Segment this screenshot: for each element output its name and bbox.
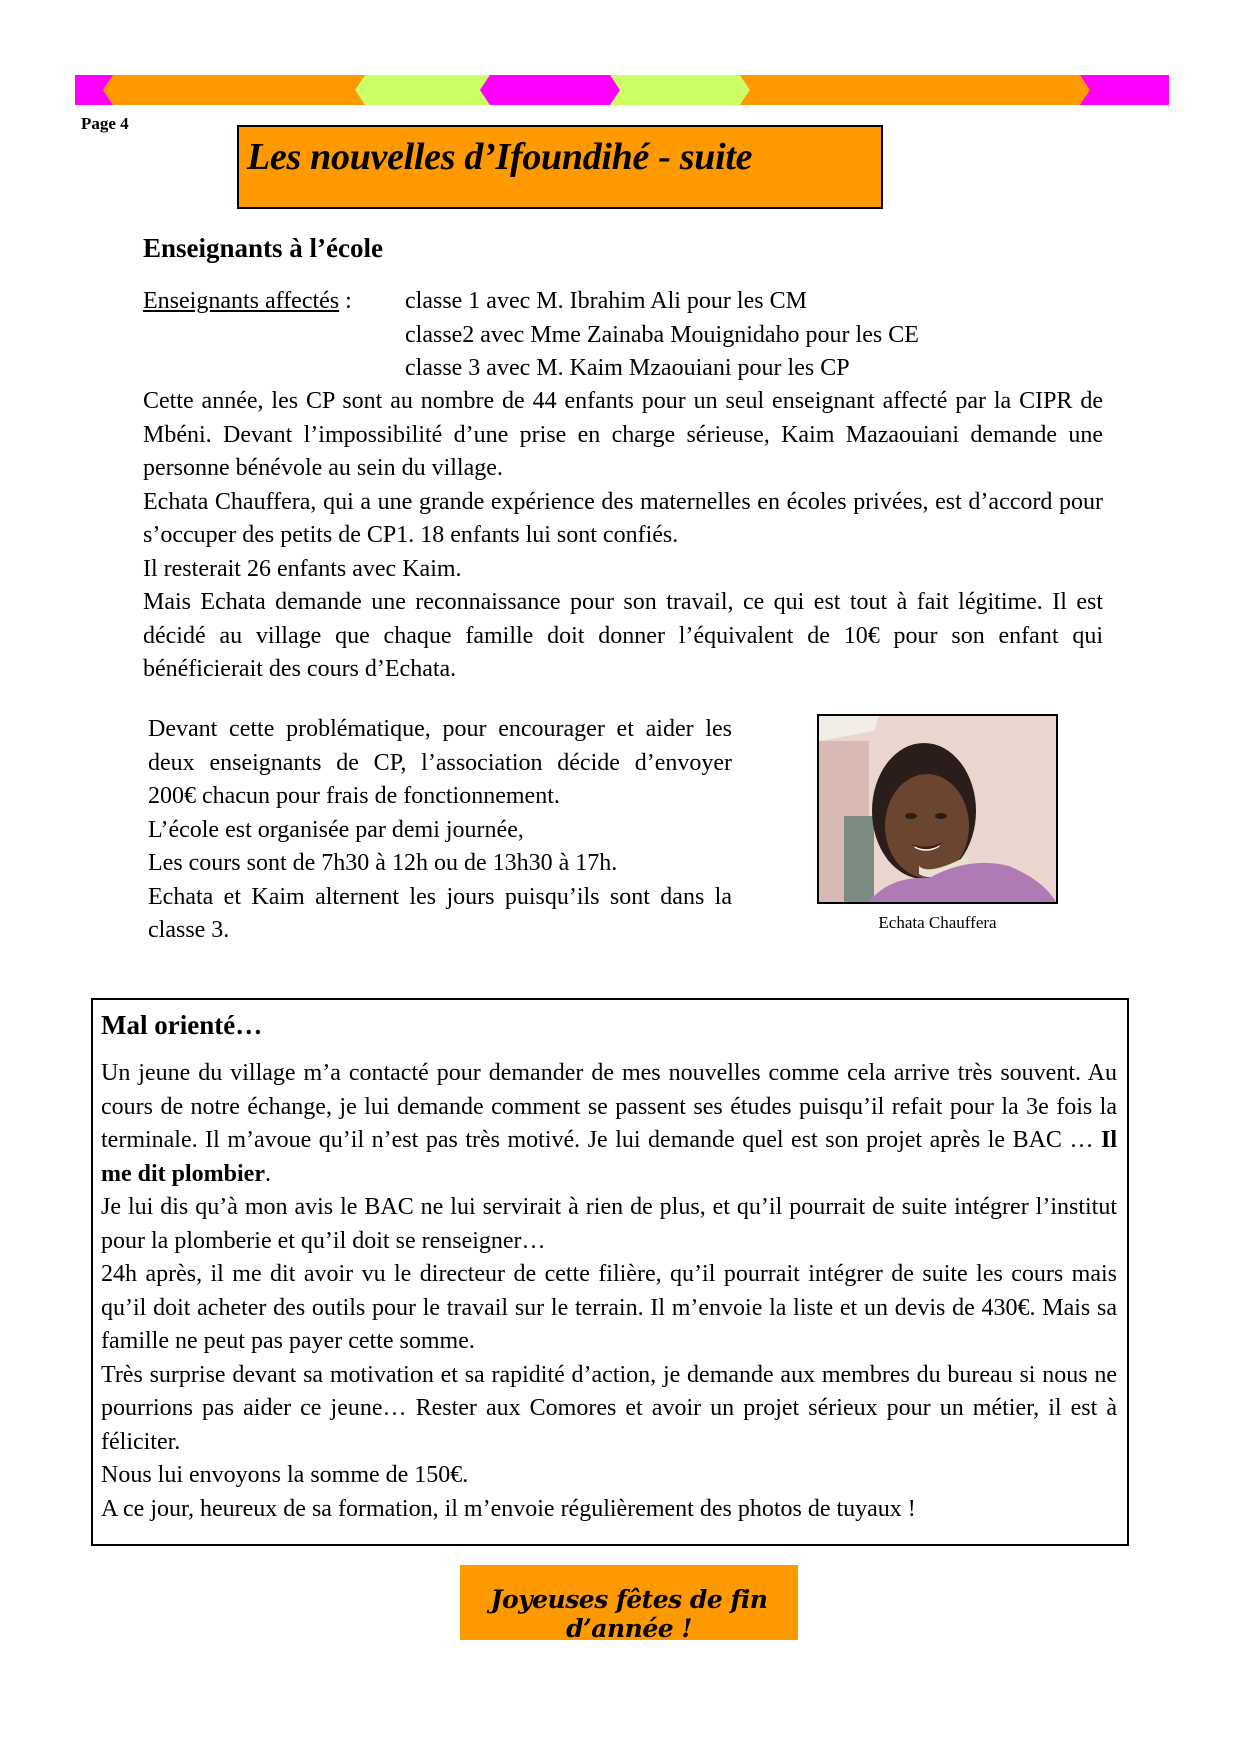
season-greeting-box	[460, 1565, 798, 1643]
portrait-photo	[817, 714, 1058, 904]
assignment-row	[143, 285, 1103, 319]
paragraph: L’école est organisée par demi journée,	[148, 816, 524, 843]
bold-emphasis: Il me dit plombier	[101, 1127, 1117, 1187]
page-number: Page 4	[81, 114, 129, 133]
decorative-banner	[75, 75, 1169, 105]
paragraph: Il resterait 26 enfants avec Kaim.	[143, 555, 462, 582]
photo-caption: Echata Chauffera	[878, 913, 997, 932]
page-title: Les nouvelles d’Ifoundihé - suite	[247, 136, 753, 178]
assignment-row	[143, 352, 1103, 386]
teacher-assignments	[143, 285, 1103, 386]
mal-oriente-body	[101, 1057, 1117, 1526]
paragraph: A ce jour, heureux de sa formation, il m’envoie régulièrement des photos de tuyaux !	[101, 1495, 916, 1522]
section-heading-mal-oriente: Mal orienté…	[101, 1010, 263, 1040]
paragraph: Echata et Kaim alternent les jours puisqu’ils sont dans la classe 3.	[148, 883, 732, 943]
paragraph: Devant cette problématique, pour encourager et aider les deux enseignants de CP, l’association décide d’envoyer 200€ chacun pour frais de fonctionnement.	[148, 716, 732, 809]
paragraph: Nous lui envoyons la somme de 150€.	[101, 1462, 469, 1488]
paragraph: Mais Echata demande une reconnaissance pour son travail, ce qui est tout à fait légitime. Il est décidé au village que chaque famille doit donner l’équivalent de 10€ pour son enfant qui bénéficierait des cours d’Echata.	[143, 589, 1103, 682]
assignment-row	[143, 319, 1103, 353]
page-title-box	[237, 125, 883, 209]
paragraph: Echata Chauffera, qui a une grande expérience des maternelles en écoles privées, est d’accord pour s’occuper des petits de CP1. 18 enfants lui sont confiés.	[143, 488, 1103, 548]
paragraph: 24h après, il me dit avoir vu le directeur de cette filière, qu’il pourrait intégrer de suite les cours mais qu’il doit acheter des outils pour le travail sur le terrain. Il m’envoie la liste et un devis de 430€. Mais sa famille ne peut pas payer cette somme.	[101, 1261, 1117, 1354]
teachers-article-body	[143, 385, 1103, 687]
teachers-article-side-text	[148, 713, 732, 948]
season-greeting: Joyeuses fêtes de fin d’année !	[490, 1585, 768, 1643]
assignment-item: classe 1 avec M. Ibrahim Ali pour les CM	[405, 288, 807, 314]
section-heading-teachers: Enseignants à l’école	[143, 233, 383, 263]
paragraph: Les cours sont de 7h30 à 12h ou de 13h30 à 17h.	[148, 850, 618, 876]
assignments-label: Enseignants affectés :	[143, 288, 352, 314]
paragraph: Je lui dis qu’à mon avis le BAC ne lui servirait à rien de plus, et qu’il pourrait de suite intégrer l’institut pour la plomberie et qu’il doit se renseigner…	[101, 1194, 1117, 1254]
assignment-item: classe2 avec Mme Zainaba Mouignidaho pour les CE	[405, 321, 919, 348]
article-box-mal-oriente	[91, 998, 1129, 1546]
paragraph: Cette année, les CP sont au nombre de 44 enfants pour un seul enseignant affecté par la CIPR de Mbéni. Devant l’impossibilité d’une prise en charge sérieuse, Kaim Mazaouiani demande une personne bénévole au sein du village.	[143, 388, 1103, 481]
paragraph: Un jeune du village m’a contacté pour demander de mes nouvelles comme cela arrive très souvent. Au cours de notre échange, je lui demande comment se passent ses études puisqu’il refait pour la 3e fois la terminale. Il m’avoue qu’il n’est pas très motivé. Je lui demande quel est son projet après le BAC … Il me dit plombier.	[101, 1060, 1117, 1187]
assignment-item: classe 3 avec M. Kaim Mzaouiani pour les CP	[405, 355, 850, 381]
paragraph: Très surprise devant sa motivation et sa rapidité d’action, je demande aux membres du bureau si nous ne pourrions pas aider ce jeune… Rester aux Comores et avoir un projet sérieux pour un métier, il est à féliciter.	[101, 1361, 1117, 1455]
portrait-image	[819, 716, 1056, 902]
